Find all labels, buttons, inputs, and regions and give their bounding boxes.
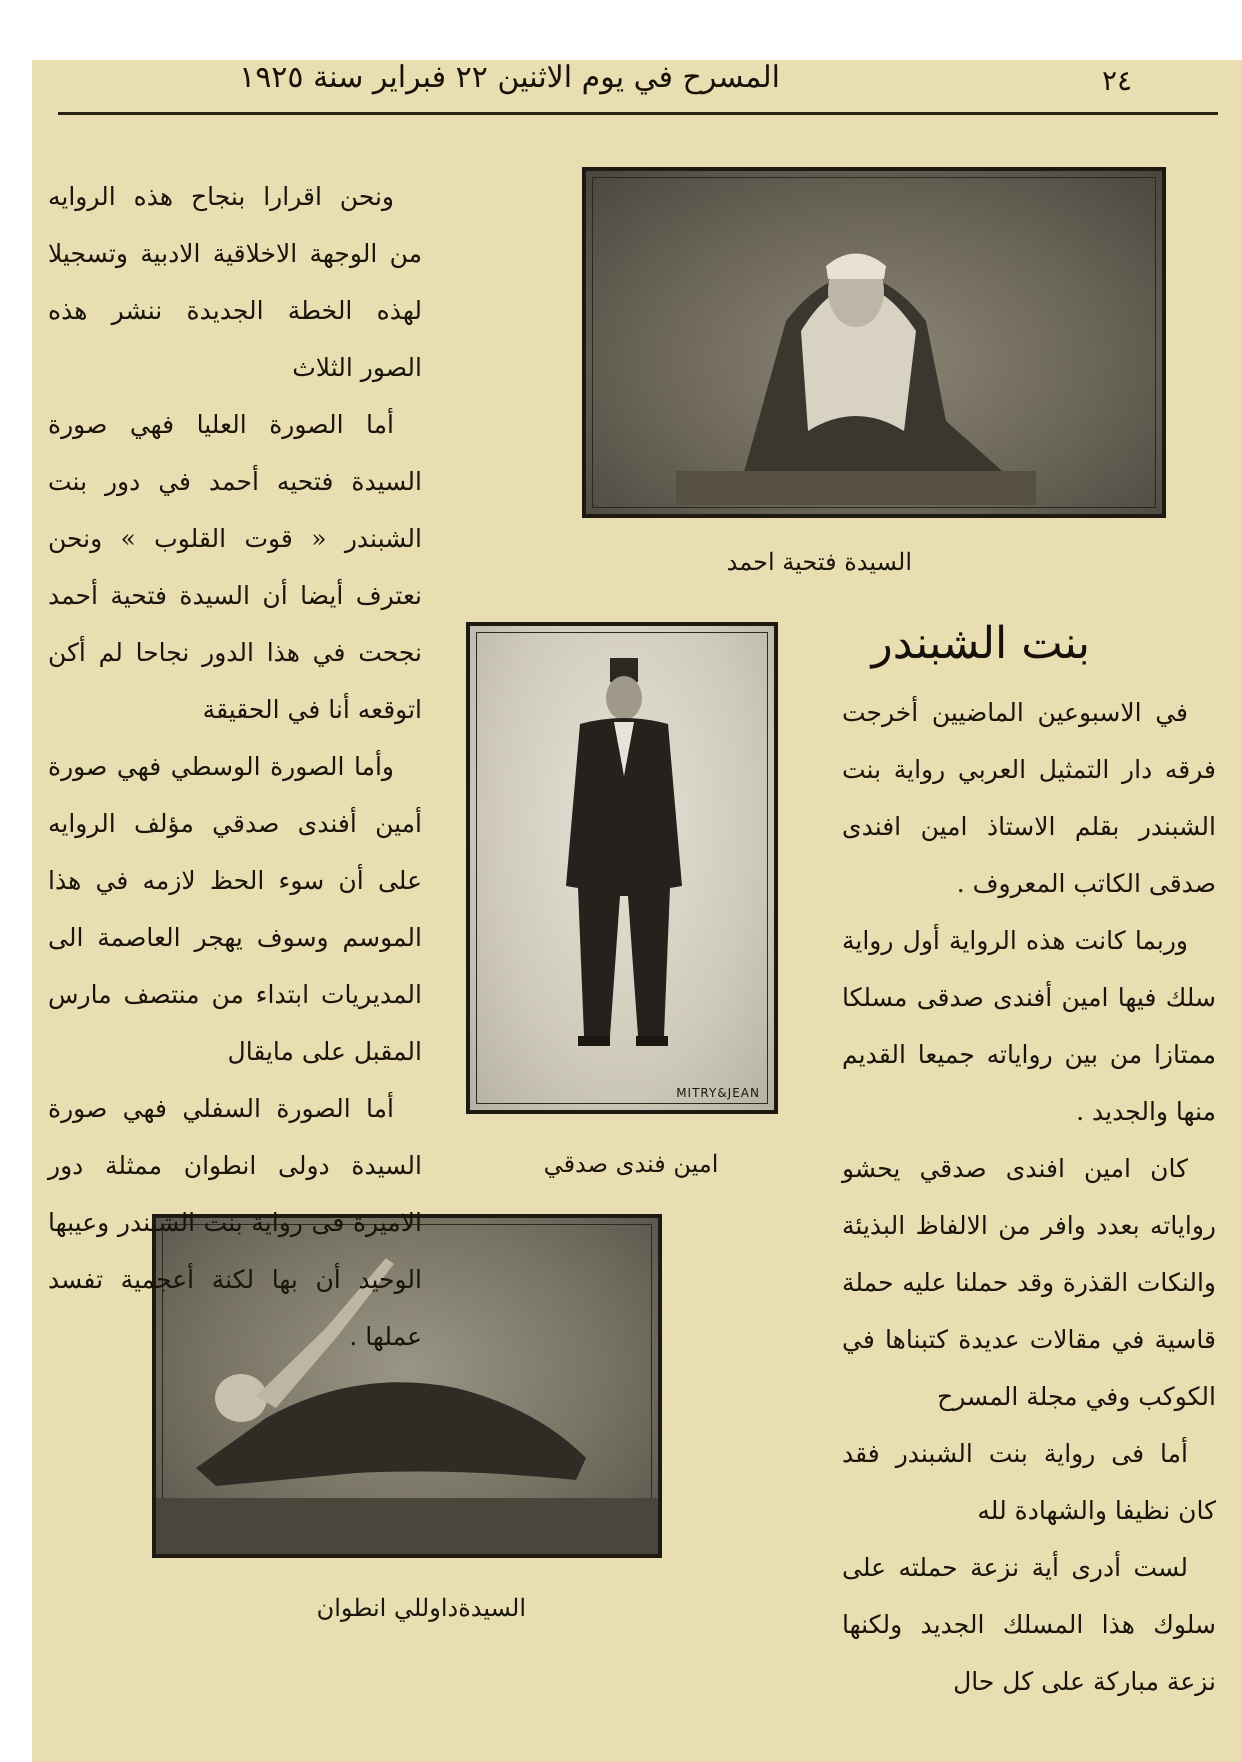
- article-paragraph: في الاسبوعين الماضيين أخرجت فرقه دار التمثيل العربي رواية بنت الشبندر بقلم الاستاذ امين افندى صدقى الكاتب المعروف .: [842, 698, 1216, 898]
- caption-bottom-photo: السيدةداوللي انطوان: [316, 1594, 526, 1622]
- photo-fathiya-ahmed: [582, 167, 1166, 518]
- left-paragraph: أما الصورة السفلي فهي صورة السيدة دولى انطوان ممثلة دور الاميرة فى رواية بنت الشبندر وعيبها الوحيد أن بها لكنة أعجمية تفسد عملها .: [48, 1094, 422, 1351]
- standing-man-figure: [470, 626, 774, 1110]
- article-title: بنت الشبندر: [871, 618, 1090, 669]
- article-paragraph: لست أدرى أية نزعة حملته على سلوك هذا المسلك الجديد ولكنها نزعة مباركة على كل حال: [842, 1553, 1216, 1696]
- seated-woman-figure: [586, 171, 1162, 514]
- article-body: [842, 684, 1216, 1710]
- article-paragraph: وربما كانت هذه الرواية أول رواية سلك فيها امين أفندى صدقى مسلكا ممتازا من بين رواياته جميعا القديم منها والجديد .: [842, 926, 1216, 1126]
- photo-amin-sidqi: [466, 622, 778, 1114]
- photo-studio-mark: MITRY&JEAN: [676, 1086, 760, 1100]
- left-paragraph: وأما الصورة الوسطي فهي صورة أمين أفندى صدقي مؤلف الروايه على أن سوء الحظ لازمه في هذا الموسم وسوف يهجر العاصمة الى المديريات ابتداء من منتصف مارس المقبل على مايقال: [48, 752, 422, 1066]
- page-header-title: المسرح في يوم الاثنين ٢٢ فبراير سنة ١٩٢٥: [239, 60, 780, 95]
- article-paragraph: كان امين افندى صدقي يحشو رواياته بعدد وافر من الالفاظ البذيئة والنكات القذرة وقد حملنا عليه حملة قاسية في مقالات عديدة كتبناها في الكوكب وفي مجلة المسرح: [842, 1154, 1216, 1411]
- caption-top-photo: السيدة فتحية احمد: [726, 548, 912, 576]
- header-rule: [58, 112, 1218, 115]
- left-paragraph: أما الصورة العليا فهي صورة السيدة فتحيه أحمد في دور بنت الشبندر « قوت القلوب » ونحن نعترف أيضا أن السيدة فتحية أحمد نجحت في هذا الدور نجاحا لم أكن اتوقعه أنا في الحقيقة: [48, 410, 422, 724]
- page-number: ٢٤: [1102, 64, 1133, 97]
- left-column-text: [48, 168, 422, 1365]
- caption-middle-photo: امين فندى صدقي: [543, 1150, 719, 1178]
- left-paragraph: ونحن اقرارا بنجاح هذه الروايه من الوجهة الاخلاقية الادبية وتسجيلا لهذه الخطة الجديدة ننشر هذه الصور الثلاث: [48, 182, 422, 382]
- article-paragraph: أما فى رواية بنت الشبندر فقد كان نظيفا والشهادة لله: [842, 1439, 1216, 1525]
